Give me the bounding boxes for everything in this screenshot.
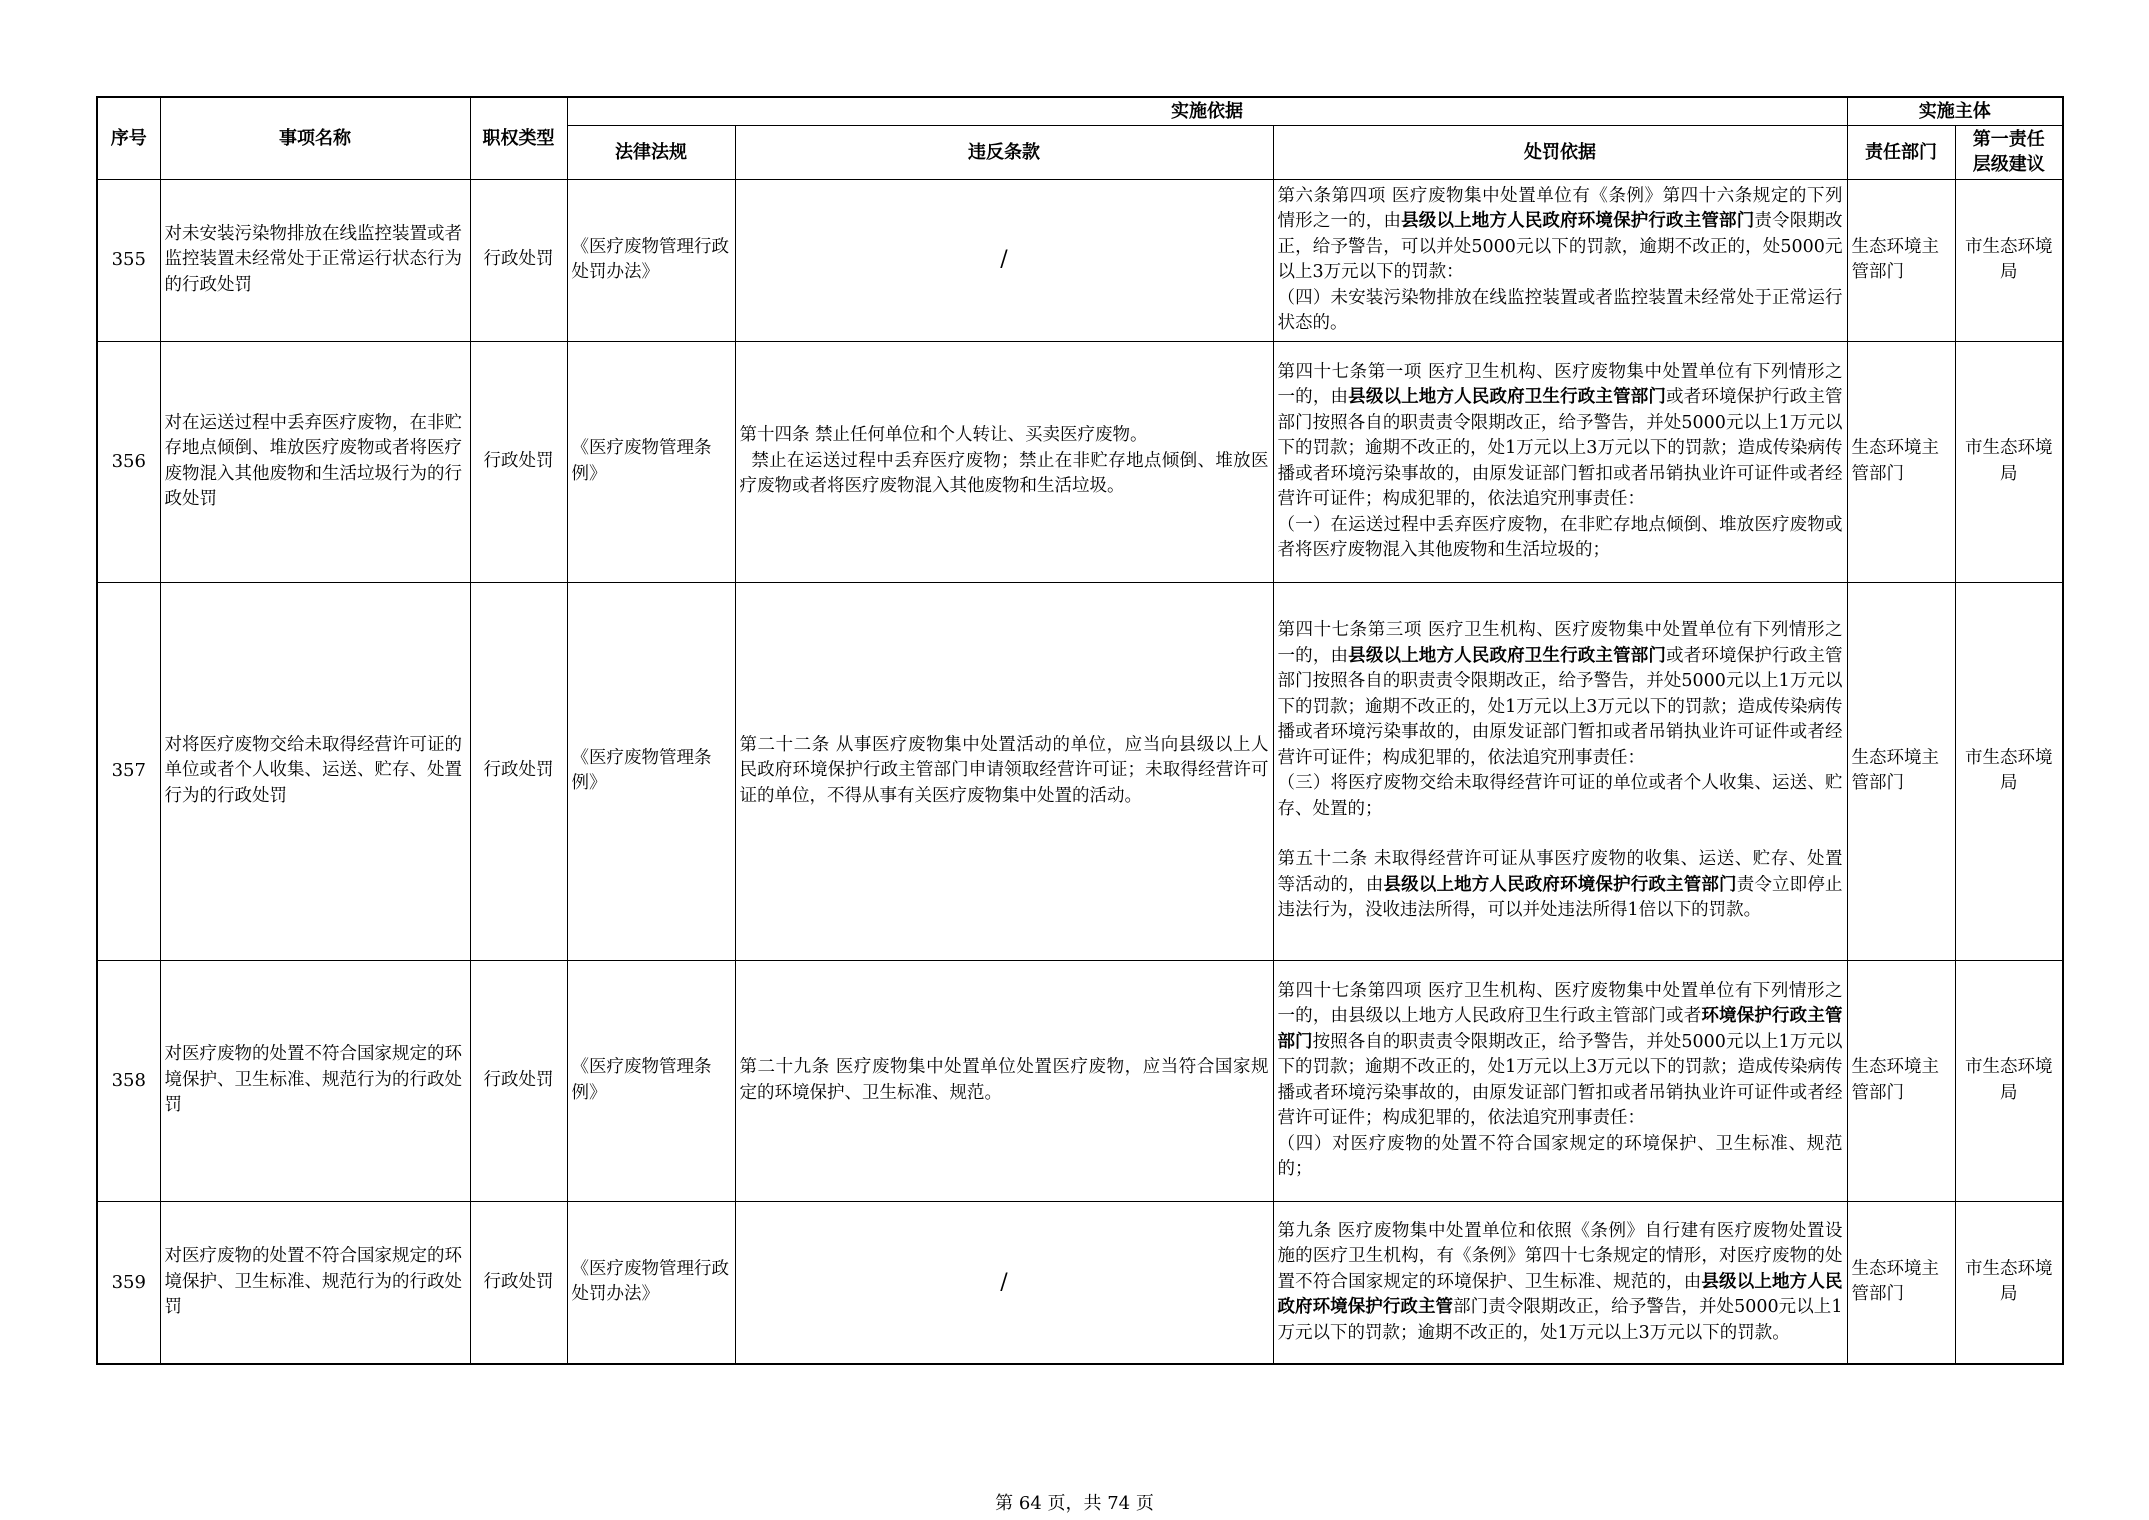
col-header-violation: 违反条款 xyxy=(735,125,1273,179)
col-header-level-line1: 第一责任 xyxy=(1972,129,2045,150)
penalty-text: 第六条第四项 医疗废物集中处置单位有《条例》第四十六条规定的下列情形之一的，由 xyxy=(1277,185,1843,231)
col-header-basis-group: 实施依据 xyxy=(567,97,1847,125)
table-row xyxy=(97,341,2063,582)
row-power-type: 行政处罚 xyxy=(470,179,567,341)
row-power-type: 行政处罚 xyxy=(470,341,567,582)
penalty-text: （一）在运送过程中丢弃医疗废物，在非贮存地点倾倒、堆放医疗废物或者将医疗废物混入其他废物和生活垃圾的； xyxy=(1277,514,1843,560)
penalty-paragraph xyxy=(1278,184,1843,286)
penalty-text: 责令立即停止违法行为，没收违法所得，可以并处违法所得1倍以下的罚款。 xyxy=(1277,874,1843,921)
penalty-paragraph xyxy=(1278,360,1843,513)
penalty-paragraph xyxy=(1278,286,1843,337)
violation-paragraph: 第二十二条 从事医疗废物集中处置活动的单位，应当向县级以上人民政府环境保护行政主管部门申请领取经营许可证；未取得经营许可证的单位，不得从事有关医疗废物集中处置的活动。 xyxy=(739,734,1269,806)
penalty-text: 责令限期改正，给予警告，可以并处5000元以下的罚款，逾期不改正的，处5000元以上3万元以下的罚款： xyxy=(1277,211,1843,282)
table-row xyxy=(97,960,2063,1201)
penalty-authority: 环境保护行政主管部门 xyxy=(1277,1006,1843,1052)
row-law: 《医疗废物管理条例》 xyxy=(567,960,735,1201)
violation-paragraph: 第二十九条 医疗废物集中处置单位处置医疗废物，应当符合国家规定的环境保护、卫生标准、规范。 xyxy=(739,1057,1269,1103)
row-law: 《医疗废物管理条例》 xyxy=(567,341,735,582)
row-law: 《医疗废物管理行政处罚办法》 xyxy=(567,179,735,341)
row-penalty-basis xyxy=(1273,179,1847,341)
row-violation xyxy=(735,960,1273,1201)
row-dept: 生态环境主管部门 xyxy=(1847,582,1955,960)
penalty-authority: 县级以上地方人民政府环境保护行政主管 xyxy=(1277,1271,1843,1317)
enforcement-table xyxy=(96,96,2064,1365)
table-row xyxy=(97,179,2063,341)
penalty-text: （四）对医疗废物的处置不符合国家规定的环境保护、卫生标准、规范的； xyxy=(1277,1133,1843,1179)
penalty-text: 第九条 医疗废物集中处置单位和依照《条例》自行建有医疗废物处置设施的医疗卫生机构，有《条例》第四十七条规定的情形，对医疗废物的处置不符合国家规定的环境保护、卫生标准、规范的，由 xyxy=(1277,1220,1843,1292)
penalty-authority: 县级以上地方人民政府卫生行政主管部门 xyxy=(1348,645,1667,666)
row-penalty-basis xyxy=(1273,960,1847,1201)
row-dept: 生态环境主管部门 xyxy=(1847,179,1955,341)
row-seq: 358 xyxy=(97,960,160,1201)
penalty-authority: 县级以上地方人民政府环境保护行政主管部门 xyxy=(1383,874,1737,895)
penalty-text: （四）未安装污染物排放在线监控装置或者监控装置未经常处于正常运行状态的。 xyxy=(1277,287,1843,333)
row-violation xyxy=(735,341,1273,582)
penalty-paragraph xyxy=(1278,847,1843,924)
row-level: 市生态环境局 xyxy=(1955,960,2063,1201)
row-name: 对在运送过程中丢弃医疗废物，在非贮存地点倾倒、堆放医疗废物或者将医疗废物混入其他废物和生活垃圾行为的行政处罚 xyxy=(160,341,470,582)
row-level: 市生态环境局 xyxy=(1955,341,2063,582)
penalty-paragraph xyxy=(1278,618,1843,771)
penalty-authority: 县级以上地方人民政府卫生行政主管部门 xyxy=(1348,387,1667,407)
violation-paragraph: 禁止在运送过程中丢弃医疗废物；禁止在非贮存地点倾倒、堆放医疗废物或者将医疗废物混入其他废物和生活垃圾。 xyxy=(739,450,1269,497)
penalty-text: 部门责令限期改正，给予警告，并处5000元以上1万元以下的罚款；逾期不改正的，处1万元以上3万元以下的罚款。 xyxy=(1277,1297,1843,1343)
col-header-level xyxy=(1955,125,2063,179)
table-body xyxy=(97,179,2063,1364)
row-law: 《医疗废物管理行政处罚办法》 xyxy=(567,1201,735,1364)
row-dept: 生态环境主管部门 xyxy=(1847,960,1955,1201)
penalty-paragraph xyxy=(1278,771,1843,822)
penalty-text: （三）将医疗废物交给未取得经营许可证的单位或者个人收集、运送、贮存、处置的； xyxy=(1277,773,1843,819)
penalty-text: 第四十七条第三项 医疗卫生机构、医疗废物集中处置单位有下列情形之一的，由 xyxy=(1277,620,1843,666)
penalty-text: 或者环境保护行政主管部门按照各自的职责责令限期改正，给予警告，并处5000元以上1万元以下的罚款；逾期不改正的，处1万元以上3万元以下的罚款；造成传染病传播或者环境污染事故的，由原发证部门暂扣或者吊销执业许可证件或者经营许可证件；构成犯罪的，依法追究刑事责任： xyxy=(1277,387,1843,509)
penalty-paragraph xyxy=(1278,1219,1843,1347)
page-footer: 第 64 页，共 74 页 xyxy=(995,1493,1154,1514)
row-dept: 生态环境主管部门 xyxy=(1847,1201,1955,1364)
row-level: 市生态环境局 xyxy=(1955,1201,2063,1364)
row-law: 《医疗废物管理条例》 xyxy=(567,582,735,960)
col-header-dept: 责任部门 xyxy=(1847,125,1955,179)
violation-paragraph: 第十四条 禁止任何单位和个人转让、买卖医疗废物。 xyxy=(739,425,1148,446)
row-level: 市生态环境局 xyxy=(1955,179,2063,341)
row-seq: 357 xyxy=(97,582,160,960)
penalty-paragraph xyxy=(1278,513,1843,564)
table-row xyxy=(97,582,2063,960)
row-dept: 生态环境主管部门 xyxy=(1847,341,1955,582)
row-level: 市生态环境局 xyxy=(1955,582,2063,960)
penalty-text: 按照各自的职责责令限期改正，给予警告，并处5000元以上1万元以下的罚款；逾期不改正的，处1万元以上3万元以下的罚款；造成传染病传播或者环境污染事故的，由原发证部门暂扣或者吊销执业许可证件或者经营许可证件；构成犯罪的，依法追究刑事责任： xyxy=(1277,1031,1843,1128)
penalty-authority: 县级以上地方人民政府环境保护行政主管部门 xyxy=(1401,211,1755,231)
col-header-penalty: 处罚依据 xyxy=(1273,125,1847,179)
row-name: 对将医疗废物交给未取得经营许可证的单位或者个人收集、运送、贮存、处置行为的行政处罚 xyxy=(160,582,470,960)
penalty-paragraph xyxy=(1278,1132,1843,1183)
row-seq: 359 xyxy=(97,1201,160,1364)
col-header-power-type: 职权类型 xyxy=(470,97,567,179)
row-seq: 355 xyxy=(97,179,160,341)
row-penalty-basis xyxy=(1273,582,1847,960)
row-name: 对未安装污染物排放在线监控装置或者监控装置未经常处于正常运行状态行为的行政处罚 xyxy=(160,179,470,341)
col-header-seq: 序号 xyxy=(97,97,160,179)
row-power-type: 行政处罚 xyxy=(470,1201,567,1364)
col-header-law: 法律法规 xyxy=(567,125,735,179)
row-penalty-basis xyxy=(1273,1201,1847,1364)
penalty-text: 第五十二条 未取得经营许可证从事医疗废物的收集、运送、贮存、处置等活动的，由 xyxy=(1277,849,1843,895)
table-row xyxy=(97,1201,2063,1364)
row-seq: 356 xyxy=(97,341,160,582)
penalty-paragraph xyxy=(1278,979,1843,1132)
row-power-type: 行政处罚 xyxy=(470,960,567,1201)
penalty-text: 第四十七条第四项 医疗卫生机构、医疗废物集中处置单位有下列情形之一的，由县级以上地方人民政府卫生行政主管部门或者 xyxy=(1277,980,1843,1026)
row-name: 对医疗废物的处置不符合国家规定的环境保护、卫生标准、规范行为的行政处罚 xyxy=(160,960,470,1201)
row-violation: / xyxy=(735,179,1273,341)
row-violation xyxy=(735,582,1273,960)
penalty-text: 第四十七条第一项 医疗卫生机构、医疗废物集中处置单位有下列情形之一的，由 xyxy=(1277,361,1843,407)
row-penalty-basis xyxy=(1273,341,1847,582)
row-name: 对医疗废物的处置不符合国家规定的环境保护、卫生标准、规范行为的行政处罚 xyxy=(160,1201,470,1364)
penalty-text: 或者环境保护行政主管部门按照各自的职责责令限期改正，给予警告，并处5000元以上1万元以下的罚款；逾期不改正的，处1万元以上3万元以下的罚款；造成传染病传播或者环境污染事故的，由原发证部门暂扣或者吊销执业许可证件或者经营许可证件；构成犯罪的，依法追究刑事责任： xyxy=(1277,645,1843,768)
row-power-type: 行政处罚 xyxy=(470,582,567,960)
col-header-name: 事项名称 xyxy=(160,97,470,179)
col-header-level-line2: 层级建议 xyxy=(1972,154,2045,175)
row-violation: / xyxy=(735,1201,1273,1364)
col-header-subject-group: 实施主体 xyxy=(1847,97,2063,125)
